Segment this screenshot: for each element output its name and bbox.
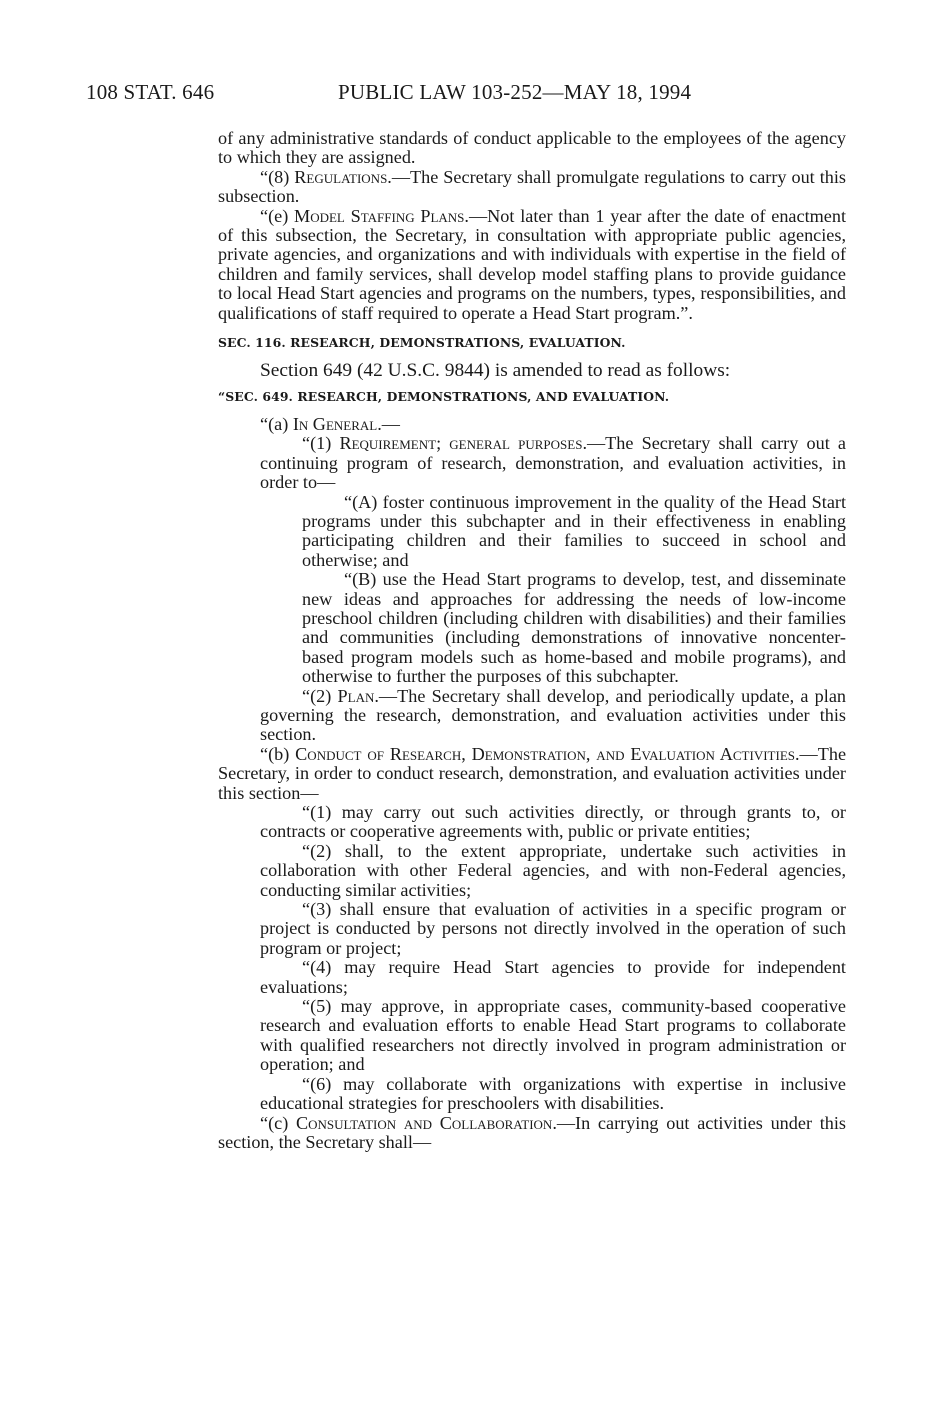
paragraph-continuation: of any administrative standards of conduct applicable to the employees of the agency to which they are assigned. xyxy=(218,128,846,168)
paragraph-model-staffing-plans: “(e) Model Staffing Plans.—Not later than 1 year after the date of enactment of this subsection, the Secretary, in consultation with appropriate public agencies, private agencies, and organizations and with individuals with expertise in the field of children and family services, shall develop model staffing plans to provide guidance to local Head Start agencies and programs on the numbers, types, responsibilities, and qualifications of staff required to operate a Head Start program.”. xyxy=(218,205,846,323)
paragraph-b3: “(3) shall ensure that evaluation of activities in a specific program or project is conducted by persons not directly involved in the operation of such program or project; xyxy=(260,899,846,958)
law-title: PUBLIC LAW 103-252—MAY 18, 1994 xyxy=(338,80,692,104)
paragraph-b6: “(6) may collaborate with organizations with expertise in inclusive educational strategies for preschoolers with disabilities. xyxy=(260,1073,846,1114)
heading-consultation: Consultation and Collaboration xyxy=(296,1112,553,1133)
subsection-a: “(a) In General.— xyxy=(260,413,400,434)
heading-plan: Plan xyxy=(337,685,375,706)
paragraph-b2: “(2) shall, to the extent appropriate, undertake such activities in collaboration with other Federal agencies, and with non-Federal agencies, conducting similar activities; xyxy=(260,840,846,900)
section-heading-649: “SEC. 649. RESEARCH, DEMONSTRATIONS, AND EVALUATION. xyxy=(218,389,670,405)
amendment-intro: Section 649 (42 U.S.C. 9844) is amended to read as follows: xyxy=(260,360,731,382)
paragraph-a1: “(1) Requirement; general purposes.—The Secretary shall carry out a continuing program of research, demonstration, and evaluation activities, in order to— xyxy=(260,433,846,493)
paragraph-b4: “(4) may require Head Start agencies to provide for independent evaluations; xyxy=(260,957,846,997)
heading-regulations: Regulations xyxy=(294,166,388,187)
paragraph-regulations: “(8) Regulations.—The Secretary shall promulgate regulations to carry out this subsection. xyxy=(218,166,846,207)
heading-model-staffing-plans: Model Staffing Plans xyxy=(294,205,465,226)
subparagraph-a-A: “(A) foster continuous improvement in the quality of the Head Start programs under this subchapter and in their effectiveness in enabling participating children and their families to succeed in school and otherwise; and xyxy=(302,491,846,570)
section-heading-116: SEC. 116. RESEARCH, DEMONSTRATIONS, EVALUATION. xyxy=(218,335,626,351)
subparagraph-a-B: “(B) use the Head Start programs to develop, test, and disseminate new ideas and approaches for addressing the needs of low-income preschool children (including children with disabilities) and their families and communities (including demonstrations of innovative noncenter-based program models such as home-based and mobile programs), and otherwise to further the purposes of this subchapter. xyxy=(302,569,846,687)
paragraph-a2: “(2) Plan.—The Secretary shall develop, and periodically update, a plan governing the research, demonstration, and evaluation activities under this section. xyxy=(260,685,846,745)
subsection-c: “(c) Consultation and Collaboration.—In carrying out activities under this section, the Secretary shall— xyxy=(218,1112,847,1152)
stat-reference: 108 STAT. 646 xyxy=(86,80,215,104)
paragraph-b5: “(5) may approve, in appropriate cases, community-based cooperative research and evaluation efforts to enable Head Start programs to collaborate with qualified researchers not directly involved in program administration or operation; and xyxy=(260,996,846,1075)
subsection-b: “(b) Conduct of Research, Demonstration, and Evaluation Activities.—The Secretary, in order to conduct research, demonstration, and evaluation activities under this section— xyxy=(218,743,847,803)
document-body xyxy=(218,129,846,1152)
heading-in-general: In General xyxy=(292,413,378,434)
paragraph-b1: “(1) may carry out such activities directly, or through grants to, or contracts or cooperative agreements with, public or private entities; xyxy=(260,802,846,842)
heading-requirement: Requirement; general purposes xyxy=(339,433,583,454)
heading-conduct: Conduct of Research, Demonstration, and Evaluation Activities xyxy=(295,743,795,764)
